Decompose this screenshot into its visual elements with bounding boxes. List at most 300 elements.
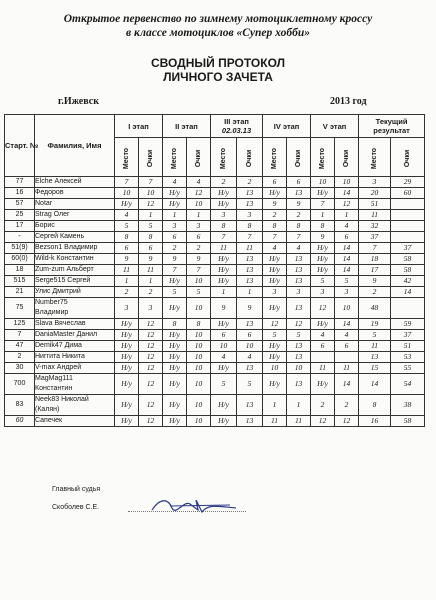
points-cell: 2 <box>139 287 163 298</box>
table-row <box>5 243 425 254</box>
start-number-cell: 16 <box>5 188 35 199</box>
start-number-cell: 21 <box>5 287 35 298</box>
place-cell: 6 <box>115 243 139 254</box>
rider-name-cell: Elche Алексей <box>35 177 115 188</box>
place-cell: 2 <box>115 287 139 298</box>
place-cell: Н/у <box>115 416 139 427</box>
place-cell: 6 <box>211 330 237 341</box>
points-cell: 10 <box>187 363 211 374</box>
start-number-cell: 57 <box>5 199 35 210</box>
place-cell: 17 <box>359 265 391 276</box>
start-number-cell: 47 <box>5 341 35 352</box>
points-cell: 13 <box>287 341 311 352</box>
points-cell: 2 <box>237 177 263 188</box>
place-cell: 11 <box>115 265 139 276</box>
start-number-cell: 51(9) <box>5 243 35 254</box>
place-cell: 32 <box>359 221 391 232</box>
place-cell: Н/у <box>163 416 187 427</box>
points-cell: 9 <box>187 254 211 265</box>
points-cell: 37 <box>391 243 425 254</box>
points-cell: 5 <box>187 287 211 298</box>
start-number-cell: 77 <box>5 177 35 188</box>
header-stage: I этап <box>115 115 163 138</box>
place-cell: Н/у <box>311 374 335 395</box>
rider-name-cell: Борис <box>35 221 115 232</box>
points-cell: 11 <box>287 416 311 427</box>
place-cell: Н/у <box>115 395 139 416</box>
place-cell: 9 <box>211 298 237 319</box>
rider-name-cell: DaniaMaster Данил <box>35 330 115 341</box>
place-cell: Н/у <box>163 395 187 416</box>
points-cell: 13 <box>237 395 263 416</box>
points-cell: 2 <box>287 210 311 221</box>
place-cell: Н/у <box>311 243 335 254</box>
place-cell: Н/у <box>115 199 139 210</box>
points-cell: 13 <box>287 265 311 276</box>
points-cell <box>391 221 425 232</box>
place-cell: Н/у <box>163 188 187 199</box>
place-cell: 7 <box>311 199 335 210</box>
points-cell: 7 <box>287 232 311 243</box>
place-cell: Н/у <box>115 352 139 363</box>
points-cell: 12 <box>287 319 311 330</box>
rider-name-cell: Number75 Владимир <box>35 298 115 319</box>
points-cell: 6 <box>139 243 163 254</box>
points-cell: 37 <box>391 330 425 341</box>
place-cell: Н/у <box>263 374 287 395</box>
place-cell: Н/у <box>115 363 139 374</box>
rider-name-cell: Wild-k Константин <box>35 254 115 265</box>
points-cell: 11 <box>139 265 163 276</box>
start-number-cell: - <box>5 232 35 243</box>
results-table <box>4 114 425 427</box>
header-place: Место <box>311 138 335 177</box>
points-cell: 59 <box>391 319 425 330</box>
place-cell: 5 <box>359 330 391 341</box>
place-cell: 3 <box>359 177 391 188</box>
place-cell: 7 <box>211 232 237 243</box>
points-cell: 58 <box>391 254 425 265</box>
header-place: Место <box>211 138 237 177</box>
document-title <box>0 56 436 84</box>
points-cell: 11 <box>335 363 359 374</box>
place-cell: Н/у <box>163 363 187 374</box>
table-row <box>5 416 425 427</box>
place-cell: Н/у <box>163 374 187 395</box>
place-cell: 2 <box>311 395 335 416</box>
place-cell: Н/у <box>263 188 287 199</box>
place-cell: 13 <box>359 352 391 363</box>
points-cell: 6 <box>335 341 359 352</box>
place-cell: 9 <box>115 254 139 265</box>
points-cell: 3 <box>139 298 163 319</box>
rider-name-cell: Ниггита Никита <box>35 352 115 363</box>
points-cell: 9 <box>237 298 263 319</box>
points-cell: 3 <box>287 287 311 298</box>
points-cell <box>391 199 425 210</box>
points-cell: 60 <box>391 188 425 199</box>
start-number-cell: 60(0) <box>5 254 35 265</box>
points-cell: 4 <box>187 177 211 188</box>
rider-name-cell: Neek83 Николай (Калян) <box>35 395 115 416</box>
place-cell: 8 <box>115 232 139 243</box>
points-cell: 13 <box>237 416 263 427</box>
place-cell: 6 <box>311 341 335 352</box>
points-cell: 10 <box>335 177 359 188</box>
place-cell: Н/у <box>211 395 237 416</box>
points-cell: 9 <box>287 199 311 210</box>
place-cell: 3 <box>115 298 139 319</box>
points-cell: 9 <box>139 254 163 265</box>
start-number-cell: 30 <box>5 363 35 374</box>
header-stage: III этап 02.03.13 <box>211 115 263 138</box>
points-cell: 58 <box>391 265 425 276</box>
place-cell: 51 <box>359 199 391 210</box>
place-cell: 12 <box>311 298 335 319</box>
place-cell: Н/у <box>263 298 287 319</box>
points-cell: 14 <box>335 265 359 276</box>
points-cell <box>335 352 359 363</box>
points-cell: 13 <box>287 352 311 363</box>
points-cell: 51 <box>391 341 425 352</box>
points-cell: 1 <box>335 210 359 221</box>
rider-name-cell: Улис Дмитрий <box>35 287 115 298</box>
place-cell: 4 <box>163 177 187 188</box>
header-place: Место <box>163 138 187 177</box>
points-cell: 5 <box>237 374 263 395</box>
place-cell: 8 <box>211 221 237 232</box>
points-cell: 29 <box>391 177 425 188</box>
place-cell: 1 <box>263 395 287 416</box>
points-cell: 13 <box>287 374 311 395</box>
rider-name-cell: Сапечек <box>35 416 115 427</box>
place-cell: 4 <box>263 243 287 254</box>
points-cell: 10 <box>187 416 211 427</box>
chief-judge-title: Главный судья <box>52 486 101 493</box>
place-cell: Н/у <box>263 254 287 265</box>
start-number-cell: 515 <box>5 276 35 287</box>
points-cell: 10 <box>187 298 211 319</box>
start-number-cell: 18 <box>5 265 35 276</box>
header-points: Очки <box>287 138 311 177</box>
rider-name-cell: Сергей Камень <box>35 232 115 243</box>
start-number-cell: 7 <box>5 330 35 341</box>
competition-name: Открытое первенство по зимнему мотоциклетному кроссу <box>63 13 373 25</box>
place-cell: Н/у <box>311 188 335 199</box>
points-cell: 12 <box>139 341 163 352</box>
place-cell: 7 <box>115 177 139 188</box>
place-cell: Н/у <box>163 352 187 363</box>
place-cell: Н/у <box>211 188 237 199</box>
points-cell: 13 <box>287 276 311 287</box>
place-cell: 11 <box>359 341 391 352</box>
points-cell: 13 <box>237 276 263 287</box>
place-cell: Н/у <box>211 416 237 427</box>
points-cell: 13 <box>237 319 263 330</box>
place-cell: 10 <box>311 177 335 188</box>
points-cell <box>391 298 425 319</box>
points-cell: 5 <box>335 276 359 287</box>
place-cell: Н/у <box>115 319 139 330</box>
points-cell: 10 <box>187 374 211 395</box>
place-cell: 5 <box>115 221 139 232</box>
place-cell: Н/у <box>211 254 237 265</box>
place-cell: 1 <box>211 287 237 298</box>
points-cell: 10 <box>237 341 263 352</box>
table-row <box>5 287 425 298</box>
points-cell: 2 <box>335 395 359 416</box>
table-row <box>5 363 425 374</box>
points-cell: 14 <box>335 374 359 395</box>
points-cell: 7 <box>237 232 263 243</box>
points-cell: 10 <box>187 341 211 352</box>
place-cell: Н/у <box>163 330 187 341</box>
table-row <box>5 374 425 395</box>
points-cell: 54 <box>391 374 425 395</box>
points-cell: 10 <box>187 330 211 341</box>
points-cell: 53 <box>391 352 425 363</box>
place-cell: 7 <box>359 243 391 254</box>
judge-signature <box>150 494 240 518</box>
place-cell: 8 <box>359 395 391 416</box>
header-points: Очки <box>139 138 163 177</box>
points-cell: 11 <box>237 243 263 254</box>
header-stage: II этап <box>163 115 211 138</box>
place-cell: 4 <box>211 352 237 363</box>
points-cell: 3 <box>237 210 263 221</box>
place-cell: 19 <box>359 319 391 330</box>
place-cell: Н/у <box>311 265 335 276</box>
place-cell: 11 <box>311 363 335 374</box>
table-row <box>5 276 425 287</box>
place-cell: Н/у <box>211 199 237 210</box>
points-cell: 12 <box>187 188 211 199</box>
place-cell: 12 <box>263 319 287 330</box>
header-place: Место <box>115 138 139 177</box>
points-cell: 12 <box>139 330 163 341</box>
start-number-cell: 700 <box>5 374 35 395</box>
place-cell: 2 <box>163 243 187 254</box>
place-cell: 2 <box>211 177 237 188</box>
place-cell: Н/у <box>115 374 139 395</box>
points-cell: 12 <box>139 352 163 363</box>
header-points: Очки <box>187 138 211 177</box>
points-cell: 1 <box>287 395 311 416</box>
place-cell: 10 <box>115 188 139 199</box>
points-cell: 12 <box>335 199 359 210</box>
rider-name-cell: Bezson1 Владимир <box>35 243 115 254</box>
place-cell: 7 <box>163 265 187 276</box>
place-cell: 5 <box>211 374 237 395</box>
points-cell: 4 <box>335 221 359 232</box>
points-cell: 1 <box>139 276 163 287</box>
place-cell: Н/у <box>163 298 187 319</box>
points-cell: 14 <box>335 254 359 265</box>
header-stage: IV этап <box>263 115 311 138</box>
points-cell <box>391 210 425 221</box>
points-cell: 6 <box>237 330 263 341</box>
place-cell <box>311 352 335 363</box>
place-cell: Н/у <box>211 319 237 330</box>
place-cell: 11 <box>211 243 237 254</box>
points-cell: 4 <box>335 330 359 341</box>
table-row <box>5 319 425 330</box>
points-cell: 10 <box>287 363 311 374</box>
place-cell: 2 <box>359 287 391 298</box>
place-cell: 1 <box>163 210 187 221</box>
header-stage: V этап <box>311 115 359 138</box>
table-row <box>5 232 425 243</box>
points-cell: 8 <box>287 221 311 232</box>
place-cell: 14 <box>359 374 391 395</box>
points-cell: 10 <box>187 395 211 416</box>
points-cell: 1 <box>139 210 163 221</box>
points-cell: 6 <box>287 177 311 188</box>
points-cell: 13 <box>237 265 263 276</box>
header-points: Очки <box>335 138 359 177</box>
place-cell: 4 <box>311 330 335 341</box>
start-number-cell: 125 <box>5 319 35 330</box>
start-number-cell: 60 <box>5 416 35 427</box>
place-cell: 3 <box>311 287 335 298</box>
rider-name-cell: Notar <box>35 199 115 210</box>
points-cell: 10 <box>187 276 211 287</box>
place-cell: 1 <box>115 276 139 287</box>
points-cell: 58 <box>391 416 425 427</box>
place-cell: Н/у <box>163 199 187 210</box>
header-points: Очки <box>237 138 263 177</box>
title-line-1: СВОДНЫЙ ПРОТОКОЛ <box>150 56 286 70</box>
points-cell: 12 <box>139 363 163 374</box>
points-cell: 55 <box>391 363 425 374</box>
start-number-cell: 2 <box>5 352 35 363</box>
competition-header <box>0 12 436 40</box>
rider-name-cell: MagMag111 Константин <box>35 374 115 395</box>
points-cell: 38 <box>391 395 425 416</box>
table-row <box>5 221 425 232</box>
table-row <box>5 352 425 363</box>
table-row <box>5 395 425 416</box>
points-cell: 4 <box>287 243 311 254</box>
place-cell: 3 <box>263 287 287 298</box>
place-cell: 10 <box>211 341 237 352</box>
points-cell: 5 <box>287 330 311 341</box>
place-cell: 16 <box>359 416 391 427</box>
place-cell: 8 <box>311 221 335 232</box>
place-cell: Н/у <box>115 330 139 341</box>
points-cell: 7 <box>139 177 163 188</box>
points-cell: 1 <box>187 210 211 221</box>
points-cell: 14 <box>335 319 359 330</box>
place-cell: Н/у <box>163 276 187 287</box>
table-row <box>5 177 425 188</box>
points-cell: 13 <box>287 188 311 199</box>
table-row <box>5 341 425 352</box>
place-cell: 5 <box>311 276 335 287</box>
points-cell: 10 <box>139 188 163 199</box>
place-cell: 48 <box>359 298 391 319</box>
rider-name-cell: Demik47 Дима <box>35 341 115 352</box>
header-start-number: Старт. № <box>5 115 35 177</box>
place-cell: 9 <box>263 199 287 210</box>
points-cell: 13 <box>237 254 263 265</box>
table-row <box>5 199 425 210</box>
points-cell: 13 <box>237 199 263 210</box>
place-cell: 9 <box>163 254 187 265</box>
place-cell: 15 <box>359 363 391 374</box>
header-points: Очки <box>391 138 425 177</box>
points-cell: 42 <box>391 276 425 287</box>
start-number-cell: 83 <box>5 395 35 416</box>
start-number-cell: 25 <box>5 210 35 221</box>
table-row <box>5 254 425 265</box>
place-cell: Н/у <box>163 341 187 352</box>
place-cell: 3 <box>163 221 187 232</box>
points-cell: 3 <box>187 221 211 232</box>
header-name: Фамилия, Имя <box>35 115 115 177</box>
place-cell: 8 <box>163 319 187 330</box>
place-cell: Н/у <box>263 276 287 287</box>
points-cell: 10 <box>335 298 359 319</box>
place-cell: 11 <box>359 210 391 221</box>
header-current-result: Текущий результат <box>359 115 425 138</box>
place-cell: 9 <box>359 276 391 287</box>
chief-judge-name: Скоболев С.Е. <box>52 504 100 511</box>
points-cell: 14 <box>335 243 359 254</box>
place-cell: 1 <box>311 210 335 221</box>
rider-name-cell: V-max Андрей <box>35 363 115 374</box>
place-cell: Н/у <box>263 265 287 276</box>
place-cell: Н/у <box>263 341 287 352</box>
place-cell: Н/у <box>211 276 237 287</box>
table-row <box>5 298 425 319</box>
place-cell: Н/у <box>311 319 335 330</box>
place-cell: Н/у <box>311 254 335 265</box>
rider-name-cell: Zum-zum Альберт <box>35 265 115 276</box>
place-cell: 11 <box>263 416 287 427</box>
place-cell: 5 <box>163 287 187 298</box>
place-cell: 8 <box>263 221 287 232</box>
header-place: Место <box>263 138 287 177</box>
points-cell: 2 <box>187 243 211 254</box>
place-cell: 9 <box>311 232 335 243</box>
place-cell: 5 <box>263 330 287 341</box>
rider-name-cell: Slava Вячеслав <box>35 319 115 330</box>
place-cell: 7 <box>263 232 287 243</box>
table-row <box>5 330 425 341</box>
competition-class: в классе мотоциклов «Супер хобби» <box>126 27 310 39</box>
points-cell: 12 <box>335 416 359 427</box>
header-place: Место <box>359 138 391 177</box>
place-cell: 18 <box>359 254 391 265</box>
place-cell: Н/у <box>263 352 287 363</box>
place-cell: 20 <box>359 188 391 199</box>
points-cell: 1 <box>237 287 263 298</box>
title-line-2: ЛИЧНОГО ЗАЧЕТА <box>163 70 273 84</box>
points-cell: 13 <box>287 298 311 319</box>
start-number-cell: 75 <box>5 298 35 319</box>
points-cell: 6 <box>187 232 211 243</box>
points-cell: 12 <box>139 199 163 210</box>
rider-name-cell: Strag Олег <box>35 210 115 221</box>
start-number-cell: 17 <box>5 221 35 232</box>
points-cell: 6 <box>335 232 359 243</box>
city-label: г.Ижевск <box>58 96 99 107</box>
place-cell: Н/у <box>115 341 139 352</box>
table-row <box>5 210 425 221</box>
place-cell: 37 <box>359 232 391 243</box>
points-cell: 12 <box>139 395 163 416</box>
